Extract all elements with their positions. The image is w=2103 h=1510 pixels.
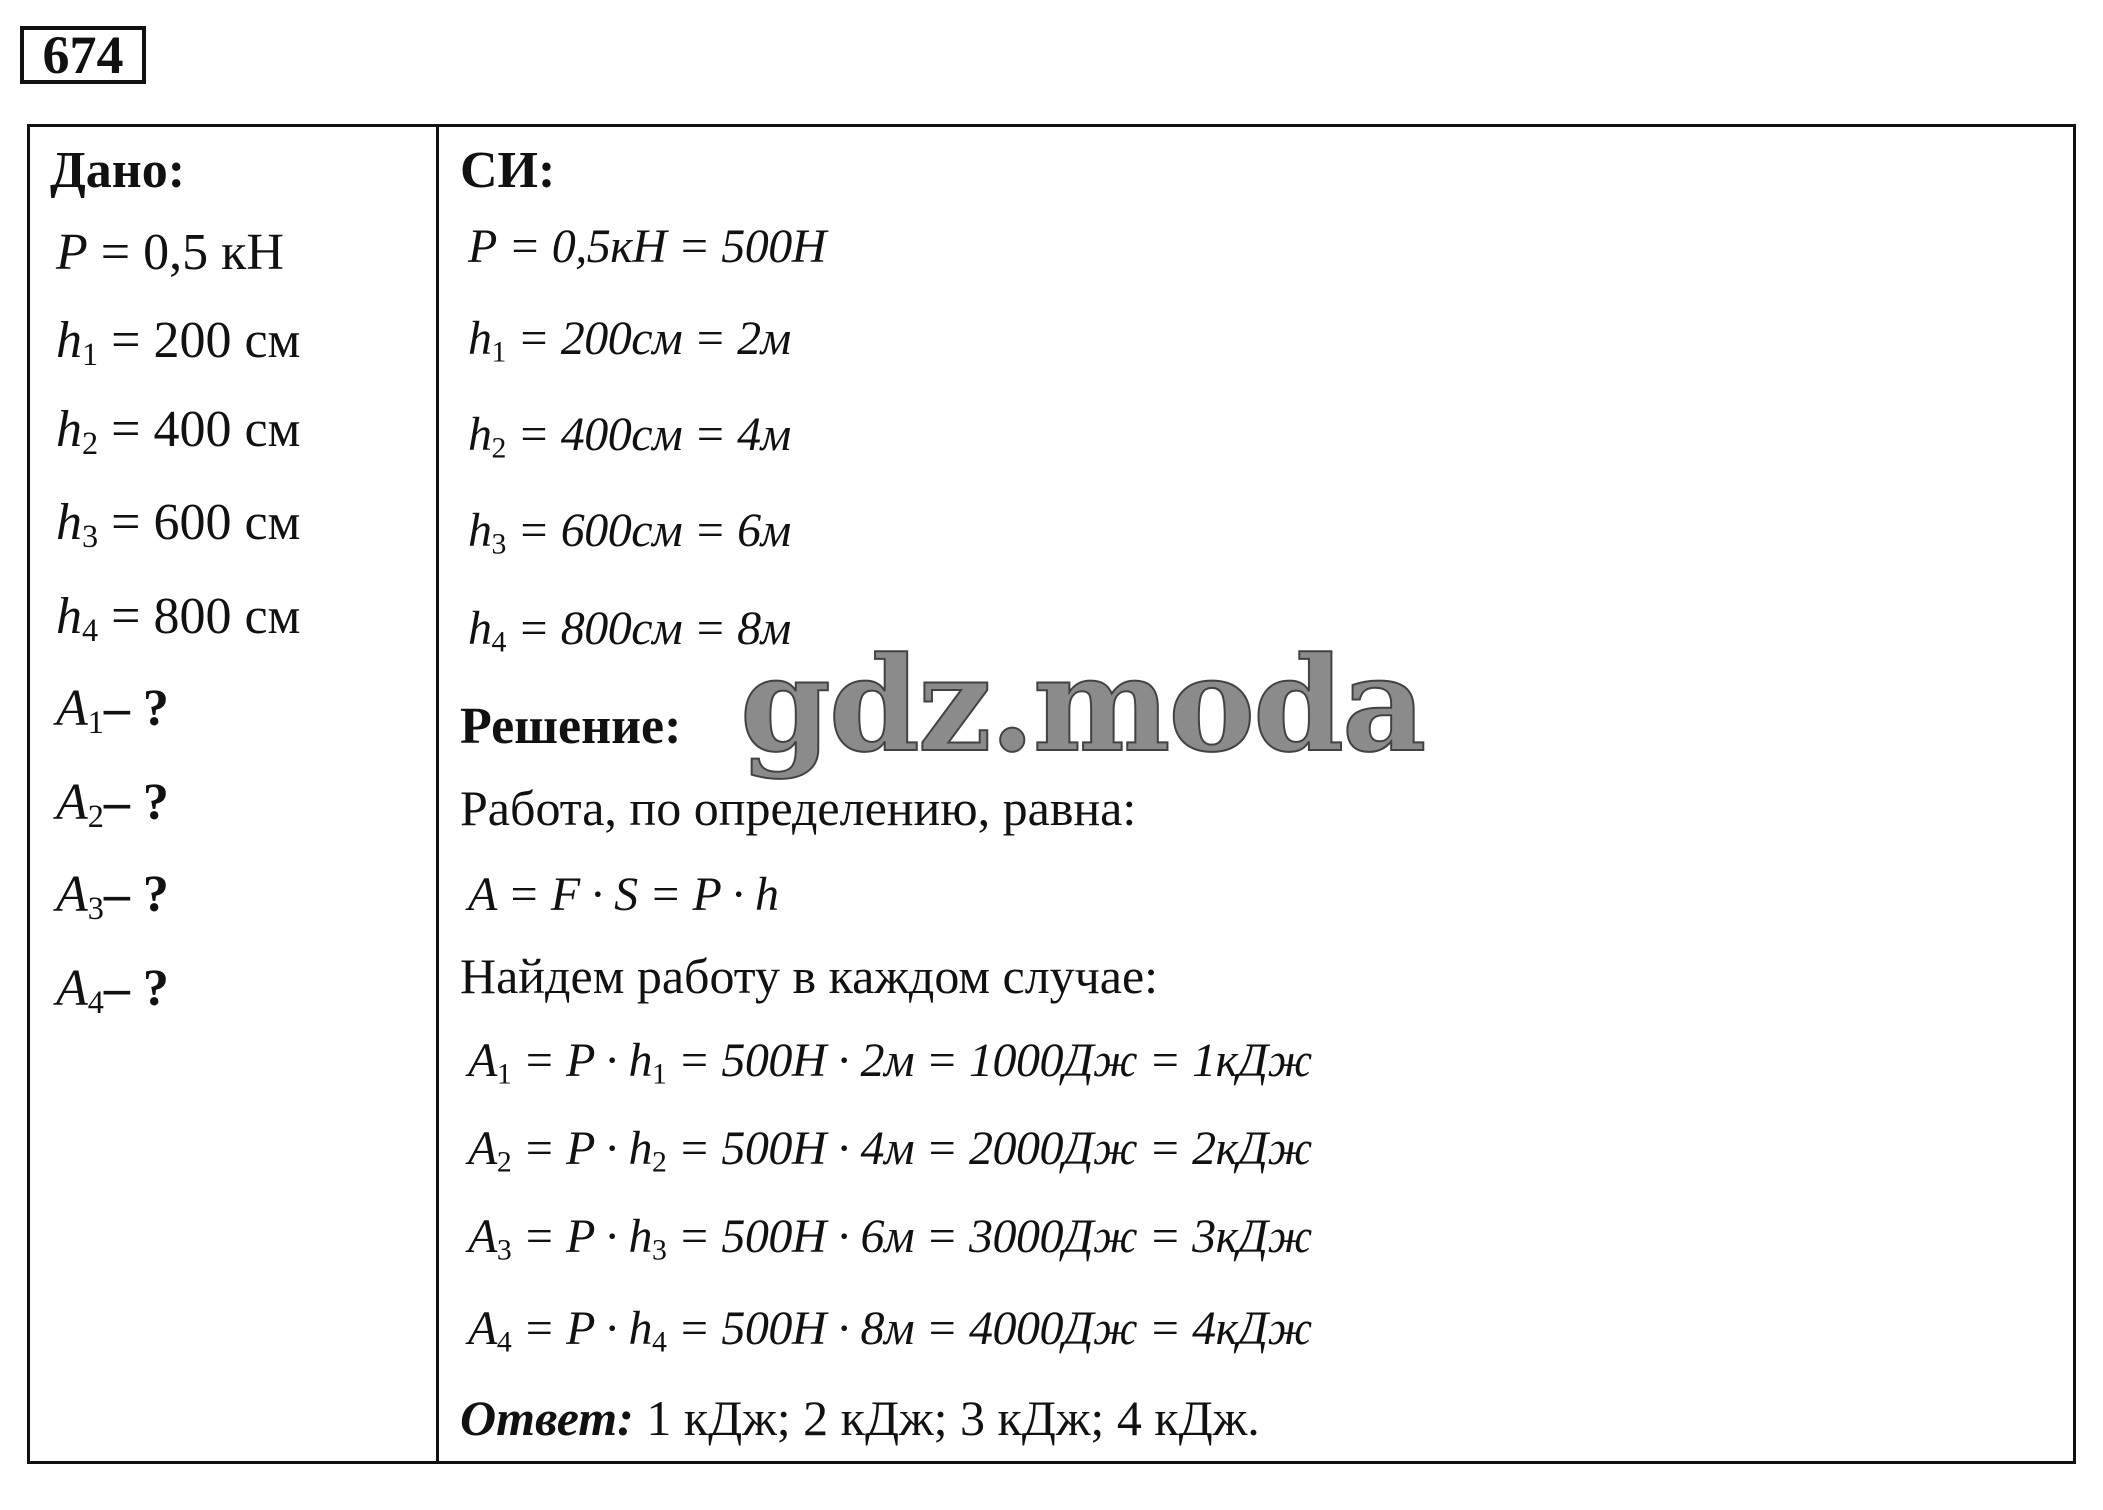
si-h4-symbol: h <box>468 602 492 655</box>
si-h2-value: = 400см = 4м <box>517 408 791 461</box>
unknown-A3-sub: 3 <box>87 890 104 927</box>
given-h4-sub: 4 <box>82 612 99 649</box>
solution-A2 <box>468 1122 1312 1179</box>
given-h4-symbol: h <box>56 588 82 645</box>
solution-A1-mid-sub: 1 <box>652 1057 667 1091</box>
solution-A3-mid-sub: 3 <box>652 1233 667 1267</box>
si-h2-symbol: h <box>468 408 492 461</box>
solution-A4-mid-sub: 4 <box>652 1325 667 1359</box>
solution-A2-symbol: A <box>468 1122 497 1175</box>
given-h2 <box>56 401 301 462</box>
solution-A3-mid: = P · h <box>522 1210 653 1263</box>
definition-text: Работа, по определению, равна: <box>460 780 1137 836</box>
unknown-A1-value: – ? <box>103 680 169 737</box>
si-h3-sub: 3 <box>491 527 506 561</box>
solution-A3-rest: = 500Н · 6м = 3000Дж = 3кДж <box>677 1210 1312 1263</box>
given-h1 <box>56 312 301 373</box>
unknown-A1-symbol: A <box>56 680 88 737</box>
given-h1-value: = 200 см <box>111 312 301 369</box>
unknown-A2-symbol: A <box>56 774 88 831</box>
solution-A2-sub: 2 <box>496 1145 512 1179</box>
given-h1-symbol: h <box>56 312 82 369</box>
given-h3-sub: 3 <box>82 518 99 555</box>
given-h3-value: = 600 см <box>111 494 301 551</box>
column-divider <box>436 127 439 1461</box>
unknown-A2-value: – ? <box>103 774 169 831</box>
unknown-A4 <box>56 960 169 1021</box>
solution-A2-mid-sub: 2 <box>652 1145 667 1179</box>
solution-A4-mid: = P · h <box>522 1302 653 1355</box>
given-P-value: = 0,5 кН <box>100 224 284 281</box>
given-h2-value: = 400 см <box>111 401 301 458</box>
solution-A1-symbol: A <box>468 1034 497 1087</box>
si-h4-value: = 800см = 8м <box>517 602 791 655</box>
unknown-A3-value: – ? <box>103 866 169 923</box>
solution-A2-mid: = P · h <box>522 1122 653 1175</box>
definition-formula: A = F · S = P · h <box>468 868 779 921</box>
solution-table <box>27 124 2076 1464</box>
si-and-solution-column <box>460 127 2060 1461</box>
problem-number-text: 674 <box>42 25 124 85</box>
given-P <box>56 224 284 282</box>
si-header: СИ: <box>460 142 556 199</box>
unknown-A2 <box>56 774 169 835</box>
problem-number <box>20 26 146 84</box>
given-h4 <box>56 588 301 649</box>
solution-A4-sub: 4 <box>496 1325 512 1359</box>
unknown-A4-sub: 4 <box>87 984 104 1021</box>
solution-header: Решение: <box>460 698 682 755</box>
solution-A3-symbol: A <box>468 1210 497 1263</box>
solution-A2-rest: = 500Н · 4м = 2000Дж = 2кДж <box>677 1122 1312 1175</box>
given-h4-value: = 800 см <box>111 588 301 645</box>
unknown-A1-sub: 1 <box>87 704 104 741</box>
given-h2-symbol: h <box>56 401 82 458</box>
solution-A3 <box>468 1210 1312 1267</box>
answer-value: 1 кДж; 2 кДж; 3 кДж; 4 кДж. <box>646 1390 1260 1446</box>
given-column <box>50 127 430 1461</box>
answer-line <box>460 1390 1260 1446</box>
unknown-A3 <box>56 866 169 927</box>
si-h1-value: = 200см = 2м <box>517 312 791 365</box>
si-P <box>468 220 826 275</box>
solution-A4-rest: = 500Н · 8м = 4000Дж = 4кДж <box>677 1302 1312 1355</box>
unknown-A2-sub: 2 <box>87 798 104 835</box>
si-h1-sub: 1 <box>491 335 506 369</box>
given-h2-sub: 2 <box>82 425 99 462</box>
si-h1 <box>468 312 791 369</box>
si-h4-sub: 4 <box>491 625 506 659</box>
solution-A1-rest: = 500Н · 2м = 1000Дж = 1кДж <box>677 1034 1312 1087</box>
si-P-symbol: P <box>468 220 497 273</box>
given-h3-symbol: h <box>56 494 82 551</box>
given-h1-sub: 1 <box>82 336 99 373</box>
si-h1-symbol: h <box>468 312 492 365</box>
given-P-symbol: P <box>56 224 88 281</box>
watermark-logo: gdz.moda <box>740 628 1425 781</box>
answer-label: Ответ: <box>460 1390 634 1446</box>
solution-A1-sub: 1 <box>496 1057 512 1091</box>
unknown-A1 <box>56 680 169 741</box>
solution-A3-sub: 3 <box>496 1233 512 1267</box>
find-text: Найдем работу в каждом случае: <box>460 948 1159 1004</box>
solution-A1-mid: = P · h <box>522 1034 653 1087</box>
si-h2-sub: 2 <box>491 431 506 465</box>
given-h3 <box>56 494 301 555</box>
unknown-A4-symbol: A <box>56 960 88 1017</box>
si-h2 <box>468 408 791 465</box>
given-header: Дано: <box>50 142 186 199</box>
solution-A4-symbol: A <box>468 1302 497 1355</box>
si-h3 <box>468 504 791 561</box>
unknown-A3-symbol: A <box>56 866 88 923</box>
si-h3-value: = 600см = 6м <box>517 504 791 557</box>
si-P-value: = 0,5кН = 500Н <box>508 220 826 273</box>
solution-A4 <box>468 1302 1312 1359</box>
solution-A1 <box>468 1034 1312 1091</box>
unknown-A4-value: – ? <box>103 960 169 1017</box>
si-h3-symbol: h <box>468 504 492 557</box>
